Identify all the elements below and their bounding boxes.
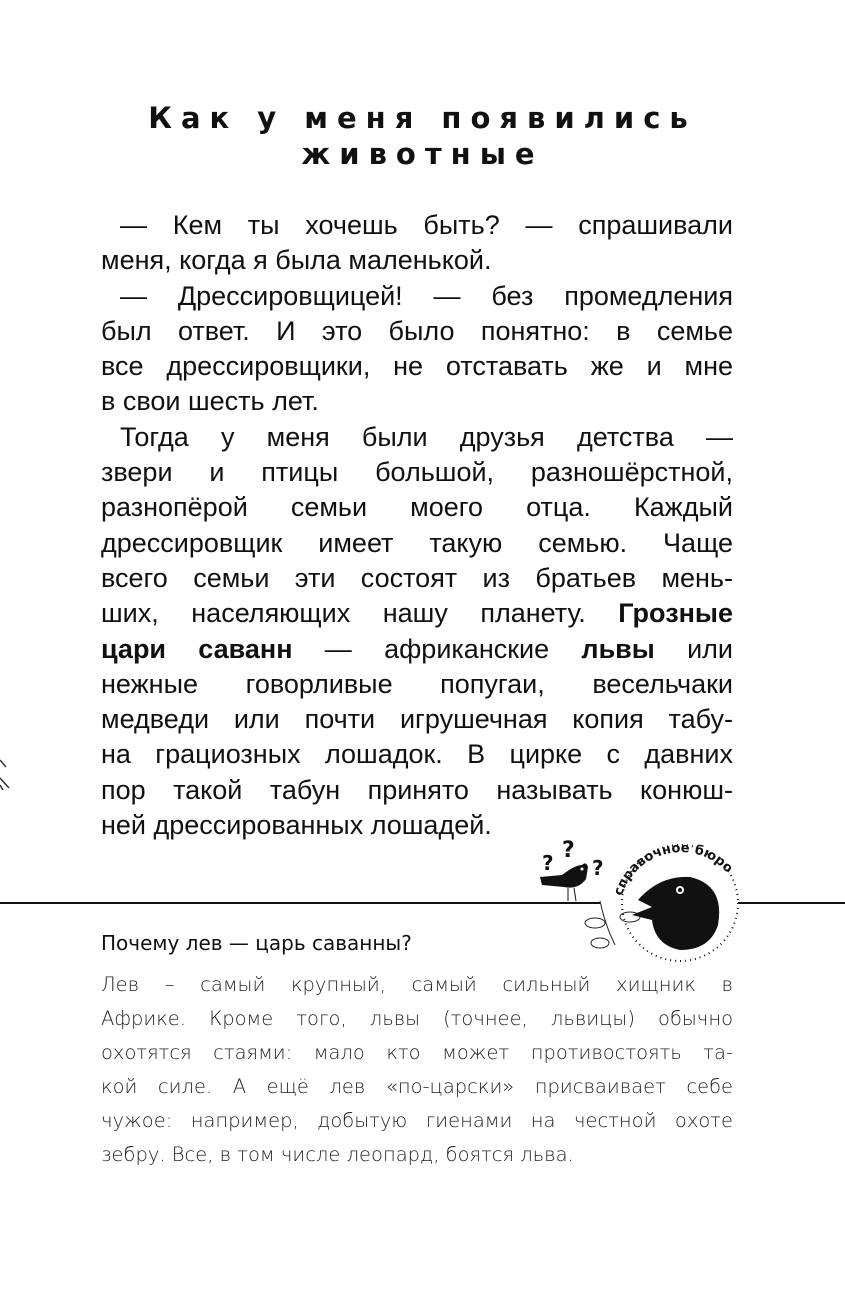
text-line: [101, 561, 733, 596]
text-segment: меня, когда я была маленькой.: [101, 245, 492, 276]
text-segment: медведи или почти игрушечная копия табу-: [101, 704, 733, 735]
text-segment: звери и птицы большой, разношёрстной,: [101, 457, 733, 488]
text-line: [101, 702, 733, 737]
text-line: [101, 526, 733, 561]
text-line: [101, 773, 733, 808]
page-edge-decoration: [0, 740, 20, 800]
text-line: [101, 208, 733, 243]
svg-text:?: ?: [542, 851, 554, 875]
sidebox-text-line: чужое: например, добытую гиенами на честной охоте: [101, 1109, 733, 1132]
text-segment: или: [654, 633, 734, 664]
sidebox-heading: Почему лев — царь саванны?: [101, 931, 412, 955]
main-text: [101, 208, 733, 843]
text-line: [101, 632, 733, 667]
text-segment: был ответ. И это было понятно: в семье: [101, 315, 733, 346]
chapter-title-line: Как у меня появились: [148, 101, 697, 135]
text-segment: ших, населяющих нашу планету.: [101, 598, 619, 629]
text-segment: — Дрессировщицей! — без промедления: [120, 280, 733, 311]
text-line: [101, 455, 733, 490]
text-segment: всего семьи эти состоят из братьев мень-: [101, 562, 733, 593]
text-line: [101, 667, 733, 702]
text-segment: все дрессировщики, не отставать же и мне: [101, 351, 733, 382]
text-segment: пор такой табун принято называть конюш-: [101, 774, 733, 805]
svg-text:?: ?: [562, 838, 575, 863]
text-segment: разнопёрой семьи моего отца. Каждый: [101, 492, 733, 523]
sidebox-text-line: Африке. Кроме того, львы (точнее, львицы) обычно: [101, 1007, 733, 1030]
svg-text:?: ?: [592, 856, 604, 880]
text-line: [101, 279, 733, 314]
text-segment: Тогда у меня были друзья детства —: [120, 421, 733, 452]
text-line: [101, 243, 733, 278]
text-line: [101, 384, 733, 419]
info-sidebox: [101, 928, 733, 1172]
sidebox-text-line: Лев – самый крупный, самый сильный хищник в: [101, 973, 733, 996]
text-line: [101, 420, 733, 455]
text-segment: на грациозных лошадок. В цирке с давних: [101, 739, 733, 770]
text-segment: ней дрессированных лошадей.: [101, 810, 492, 841]
chapter-title: [0, 100, 845, 172]
text-line: [101, 737, 733, 772]
sidebox-text-line: зебру. Все, в том числе леопард, боятся льва.: [101, 1143, 574, 1166]
text-line: [101, 490, 733, 525]
text-line: [101, 596, 733, 631]
sidebox-text-line: охотятся стаями: мало кто может противостоять та-: [101, 1041, 733, 1064]
text-segment: в свои шесть лет.: [101, 386, 319, 417]
divider-line: [0, 902, 600, 904]
text-segment: — африканские: [292, 633, 582, 664]
text-line: [101, 349, 733, 384]
text-line: [101, 314, 733, 349]
chapter-title-line: животные: [301, 137, 544, 171]
bold-term: цари саванн: [101, 633, 293, 664]
sidebox-text-line: кой силе. А ещё лев «по-царски» присваивает себе: [101, 1075, 733, 1098]
bold-term: Грозные: [618, 598, 733, 629]
bold-term: львы: [581, 633, 655, 664]
text-segment: нежные говорливые попугаи, весельчаки: [101, 668, 733, 699]
text-segment: — Кем ты хочешь быть? — спрашивали: [120, 210, 733, 240]
text-segment: дрессировщик имеет такую семью. Чаще: [101, 527, 733, 558]
badge-label: справочное бюро: [611, 840, 736, 898]
